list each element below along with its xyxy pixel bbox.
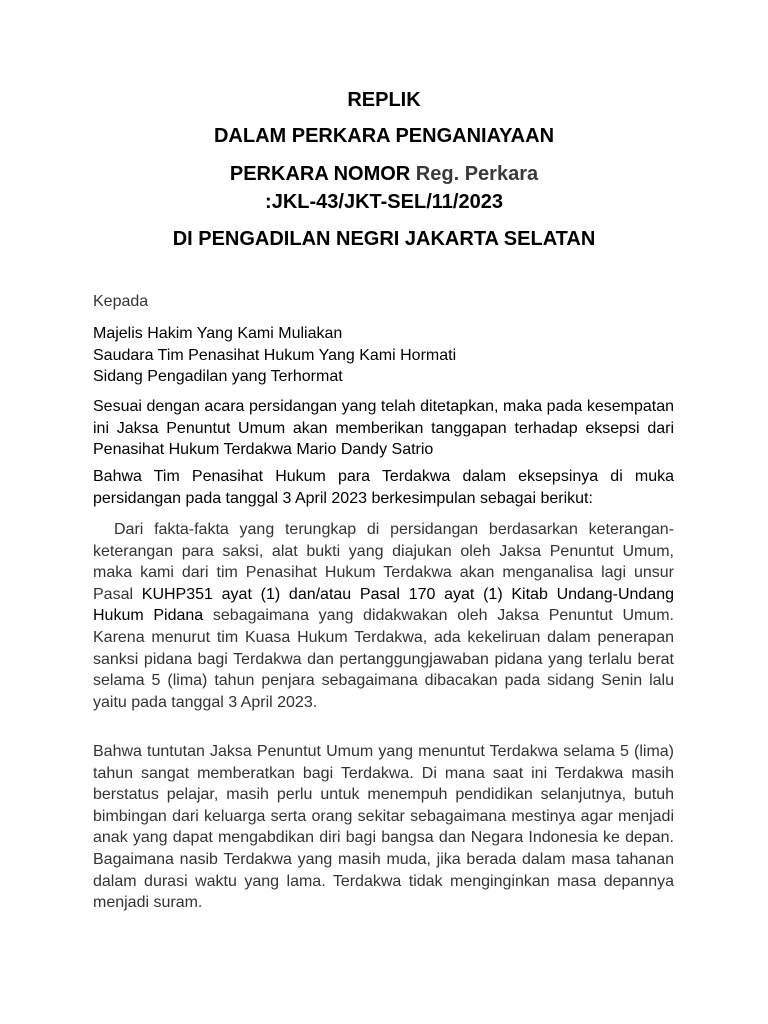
paragraph-demand: Bahwa tuntutan Jaksa Penuntut Umum yang menuntut Terdakwa selama 5 (lima) tahun sangat memberatkan bagi Terdakwa. Di mana saat ini Terdakwa masih berstatus pelajar, masih perlu untuk menempuh pendidikan selanjutnya, butuh bimbingan dari keluarga serta orang sekitar sebagaimana mestinya agar menjadi anak yang dapat mengabdikan diri bagi bangsa dan Negara Indonesia ke depan. Bagaimana nasib Terdakwa yang masih muda, jika berada dalam masa tahanan dalam durasi waktu yang lama. Terdakwa tidak menginginkan masa depannya menjadi suram. [93,743,674,912]
doc-title: REPLIK [347,89,421,111]
recipient-line: Majelis Hakim Yang Kami Muliakan [93,325,343,342]
paragraph-facts [93,519,674,713]
paragraph-opening: Sesuai dengan acara persidangan yang telah ditetapkan, maka pada kesempatan ini Jaksa Penuntut Umum akan memberikan tanggapan terhadap eksepsi dari Penasihat Hukum Terdakwa Mario Dandy Satrio [93,398,674,459]
doc-subtitle-case: DALAM PERKARA PENGANIAYAAN [213,125,555,147]
recipient-line: Saudara Tim Penasihat Hukum Yang Kami Hormati [93,346,457,364]
paragraph-conclusion-intro: Bahwa Tim Penasihat Hukum para Terdakwa dalam eksepsinya di muka persidangan pada tanggal 3 April 2023 berkesimpulan sebagai berikut: [93,468,674,507]
doc-court-name: DI PENGADILAN NEGRI JAKARTA SELATAN [172,228,596,250]
salutation-kepada: Kepada [93,293,149,310]
recipients-block [93,323,674,388]
recipient-line: Sidang Pengadilan yang Terhormat [93,368,343,386]
law-reference: KUHP351 ayat (1) dan/atau Pasal 170 ayat (1) Kitab Undang-Undang Hukum Pidana [93,585,675,625]
doc-case-number: :JKL-43/JKT-SEL/11/2023 [265,191,503,213]
facts-text-end: sebagaimana yang didakwakan oleh Jaksa Penuntut Umum. Karena menurut tim Kuasa Hukum Terdakwa, ada kekeliruan dalam penerapan sanksi pidana bagi Terdakwa dan pertanggungjawaban pidana yang terlalu berat selama 5 (lima) tahun penjara sebagaimana dibacakan pada sidang Senin lalu yaitu pada tanggal 3 April 2023. [93,607,674,711]
case-reg-label: Reg. Perkara [410,163,539,185]
doc-case-number-label [0,162,768,186]
case-number-prefix: PERKARA NOMOR [229,163,411,185]
facts-text-start: Dari fakta-fakta yang terungkap di persidangan berdasarkan keterangan-keterangan para saksi, alat bukti yang diajukan oleh Jaksa Penuntut Umum, maka kami dari tim Penasihat Hukum Terdakwa akan menganalisa lagi unsur Pasal [93,521,674,603]
